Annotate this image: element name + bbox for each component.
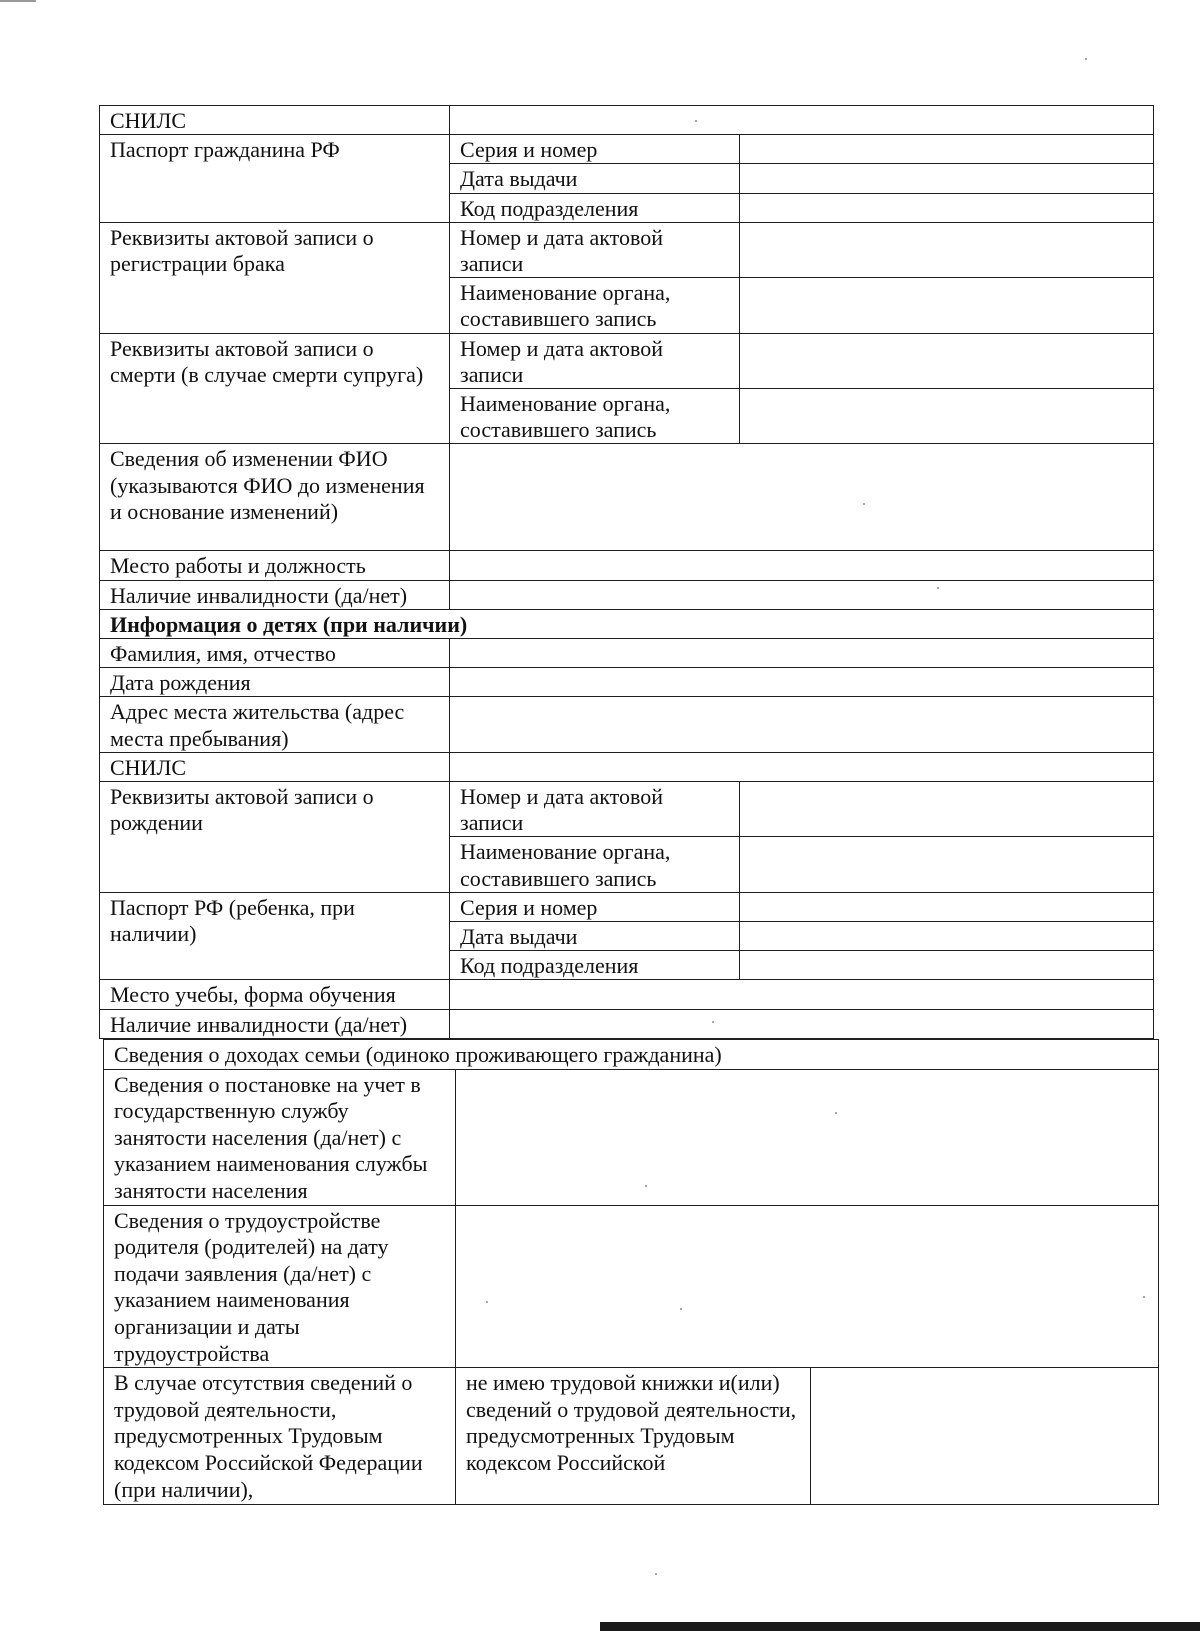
table-row [100,444,1154,551]
passport-issue-date-field[interactable] [740,164,1154,193]
employment-info-field[interactable] [456,1205,1159,1368]
disability-label: Наличие инвалидности (да/нет) [100,580,450,609]
child-passport-series-number-field[interactable] [740,892,1154,921]
personal-info-table [99,105,1154,1039]
birth-record-number-date-label: Номер и дата актовой записи [450,782,740,837]
no-employment-records-label: В случае отсутствия сведений о трудовой деятельности, предусмотренных Трудовым кодексом Российской Федерации (при наличии), [104,1368,456,1505]
scan-speck [712,1021,714,1023]
scan-speck [680,1308,682,1310]
table-row [100,752,1154,781]
scan-speck [835,1112,837,1114]
child-snils-label: СНИЛС [100,752,450,781]
passport-division-code-label: Код подразделения [450,193,740,222]
income-section-title: Сведения о доходах семьи (одиноко проживающего гражданина) [104,1040,1159,1070]
child-birth-date-label: Дата рождения [100,668,450,697]
marriage-record-number-date-field[interactable] [740,222,1154,277]
child-passport-issue-date-field[interactable] [740,922,1154,951]
scan-speck [1085,58,1087,60]
study-place-field[interactable] [450,980,1154,1009]
child-passport-division-code-label: Код подразделения [450,951,740,980]
death-record-authority-field[interactable] [740,389,1154,444]
scan-speck [937,587,939,589]
table-row [100,668,1154,697]
scan-speck [645,1185,647,1187]
workplace-label: Место работы и должность [100,551,450,580]
birth-record-authority-label: Наименование органа, составившего запись [450,837,740,892]
workplace-field[interactable] [450,551,1154,580]
birth-record-label: Реквизиты актовой записи о рождении [100,782,450,893]
table-row [100,892,1154,921]
table-row [100,106,1154,135]
study-place-label: Место учебы, форма обучения [100,980,450,1009]
child-address-field[interactable] [450,697,1154,752]
child-passport-issue-date-label: Дата выдачи [450,922,740,951]
employment-service-label: Сведения о постановке на учет в государственную службу занятости населения (да/нет) с указанием наименования службы занятости населения [104,1069,456,1205]
child-passport-division-code-field[interactable] [740,951,1154,980]
table-row [100,782,1154,837]
table-row [100,135,1154,164]
passport-division-code-field[interactable] [740,193,1154,222]
no-employment-records-field[interactable] [811,1368,1159,1505]
table-row [100,1009,1154,1038]
child-disability-field[interactable] [450,1009,1154,1038]
family-income-table [103,1039,1159,1505]
snils-label: СНИЛС [100,106,450,135]
passport-series-number-field[interactable] [740,135,1154,164]
scan-edge-mark [0,0,36,2]
child-address-label: Адрес места жительства (адрес места пребывания) [100,697,450,752]
passport-series-number-label: Серия и номер [450,135,740,164]
table-row [104,1069,1159,1205]
scan-speck [1143,1296,1145,1298]
table-row [100,580,1154,609]
scan-bottom-edge [600,1622,1200,1631]
child-passport-series-number-label: Серия и номер [450,892,740,921]
child-snils-field[interactable] [450,752,1154,781]
child-birth-date-field[interactable] [450,668,1154,697]
table-row [100,980,1154,1009]
table-row [104,1205,1159,1368]
death-record-authority-label: Наименование органа, составившего запись [450,389,740,444]
passport-issue-date-label: Дата выдачи [450,164,740,193]
scan-speck [486,1301,488,1303]
child-full-name-field[interactable] [450,639,1154,668]
child-disability-label: Наличие инвалидности (да/нет) [100,1009,450,1038]
marriage-record-number-date-label: Номер и дата актовой записи [450,222,740,277]
name-change-label: Сведения об изменении ФИО (указываются ФИО до изменения и основание изменений) [100,444,450,551]
birth-record-number-date-field[interactable] [740,782,1154,837]
employment-info-label: Сведения о трудоустройстве родителя (родителей) на дату подачи заявления (да/нет) с указанием наименования организации и даты трудоустройства [104,1205,456,1368]
no-employment-records-option: не имею трудовой книжки и(или) сведений о трудовой деятельности, предусмотренных Трудовым кодексом Российской [456,1368,811,1505]
table-row [104,1368,1159,1505]
scan-speck [655,1573,657,1575]
table-row [100,697,1154,752]
table-row [104,1040,1159,1070]
marriage-record-authority-field[interactable] [740,278,1154,333]
employment-service-field[interactable] [456,1069,1159,1205]
children-section-header: Информация о детях (при наличии) [100,609,1154,638]
child-passport-label: Паспорт РФ (ребенка, при наличии) [100,892,450,980]
disability-field[interactable] [450,580,1154,609]
table-row [100,551,1154,580]
death-record-number-date-label: Номер и дата актовой записи [450,333,740,388]
death-record-label: Реквизиты актовой записи о смерти (в случае смерти супруга) [100,333,450,444]
child-full-name-label: Фамилия, имя, отчество [100,639,450,668]
marriage-record-label: Реквизиты актовой записи о регистрации брака [100,222,450,333]
name-change-field[interactable] [450,444,1154,551]
scan-speck [863,503,865,505]
marriage-record-authority-label: Наименование органа, составившего запись [450,278,740,333]
scan-speck [695,120,697,122]
death-record-number-date-field[interactable] [740,333,1154,388]
table-row [100,639,1154,668]
table-row [100,222,1154,277]
table-row [100,609,1154,638]
passport-label: Паспорт гражданина РФ [100,135,450,223]
snils-value-field[interactable] [450,106,1154,135]
table-row [100,333,1154,388]
birth-record-authority-field[interactable] [740,837,1154,892]
